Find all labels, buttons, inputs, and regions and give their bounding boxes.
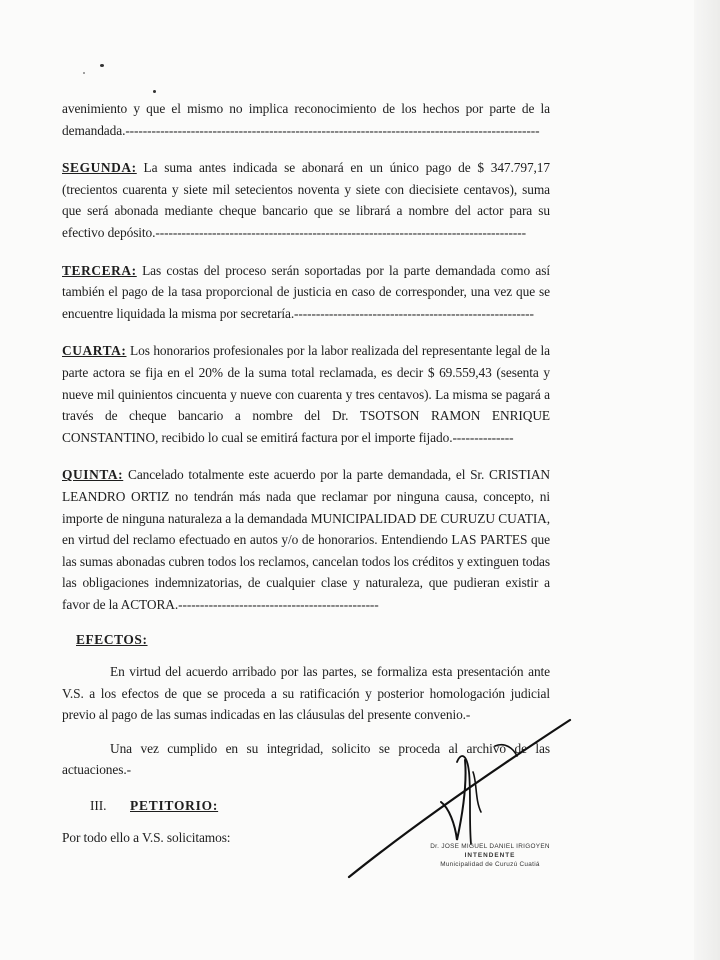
clause-segunda [62, 157, 550, 243]
clause-quinta [62, 464, 550, 615]
clause-body: Los honorarios profesionales por la labor realizada del representante legal de la parte actora se fija en el 20% de la suma total reclamada, es decir $ 69.559,43 (sesenta y nueve mil quinientos cincuenta y nueve con cuarenta y tres centavos). La misma se pagará a través de cheque bancario a nombre del Dr. TSOTSON RAMON ENRIQUE CONSTANTINO, recibido lo cual se emitirá factura por el importe fijado.-------------- [62, 343, 550, 445]
efectos-paragraph-2: Una vez cumplido en su integridad, solicito se proceda al archivo de las actuaciones.- [62, 740, 550, 778]
clause-body: Las costas del proceso serán soportadas por la parte demandada como así también el pago de la tasa proporcional de justicia en caso de corresponder, una vez que se encuentre liquidada la misma por secretaría.------------------------------------------------------- [62, 262, 550, 321]
official-stamp [420, 842, 560, 869]
clause-heading: CUARTA: [62, 343, 127, 359]
efectos-heading-line [76, 629, 550, 651]
scan-speck [153, 90, 156, 93]
intro-paragraph: avenimiento y que el mismo no implica reconocimiento de los hechos por parte de la demandada.----------------------------------------------------------------------------------------------- [62, 101, 550, 138]
page-edge-shadow [694, 0, 720, 960]
clause-heading: SEGUNDA: [62, 160, 137, 176]
section-heading: EFECTOS: [76, 632, 148, 648]
petitorio-text: Por todo ello a V.S. solicitamos: [62, 829, 231, 845]
scan-speck [100, 64, 104, 67]
clause-body: La suma antes indicada se abonará en un único pago de $ 347.797,17 (trecientos cuarenta y siete mil setecientos noventa y siete con diecisiete centavos), suma que será abonada mediante cheque bancario que se librará a nombre del actor para su efectivo depósito.------------------------------------------------------------------------------------- [62, 160, 550, 240]
section-number: III. [90, 798, 107, 814]
clause-cuarta [62, 340, 550, 448]
clause-tercera [62, 260, 550, 325]
stamp-name: Dr. JOSE MIGUEL DANIEL IRIGOYEN [430, 843, 550, 850]
stamp-institution: Municipalidad de Curuzú Cuatiá [440, 861, 540, 868]
scan-speck [83, 72, 85, 74]
clause-heading: TERCERA: [62, 262, 137, 278]
clause-body: Cancelado totalmente este acuerdo por la parte demandada, el Sr. CRISTIAN LEANDRO ORTIZ no tendrán más nada que reclamar por ninguna causa, concepto, ni importe de ninguna naturaleza a la demandada MUNICIPALIDAD DE CURUZU CUATIA, en virtud del reclamo efectuado en autos y/o de honorarios. Entendiendo LAS PARTES que las sumas abonadas cubren todos los reclamos, cancelan todos los créditos y extinguen todas las obligaciones indemnizatorias, de cualquier clase y naturaleza, que pudieran existir a favor de la ACTORA.---------------------------------------------- [62, 467, 550, 612]
section-title: PETITORIO: [130, 798, 219, 814]
clause-heading: QUINTA: [62, 467, 124, 483]
stamp-title: INTENDENTE [464, 852, 516, 859]
efectos-paragraph-1: En virtud del acuerdo arribado por las partes, se formaliza esta presentación ante V.S. a los efectos de que se proceda a su ratificación y posterior homologación judicial previo al pago de las sumas indicadas en las cláusulas del presente convenio.- [62, 664, 550, 723]
